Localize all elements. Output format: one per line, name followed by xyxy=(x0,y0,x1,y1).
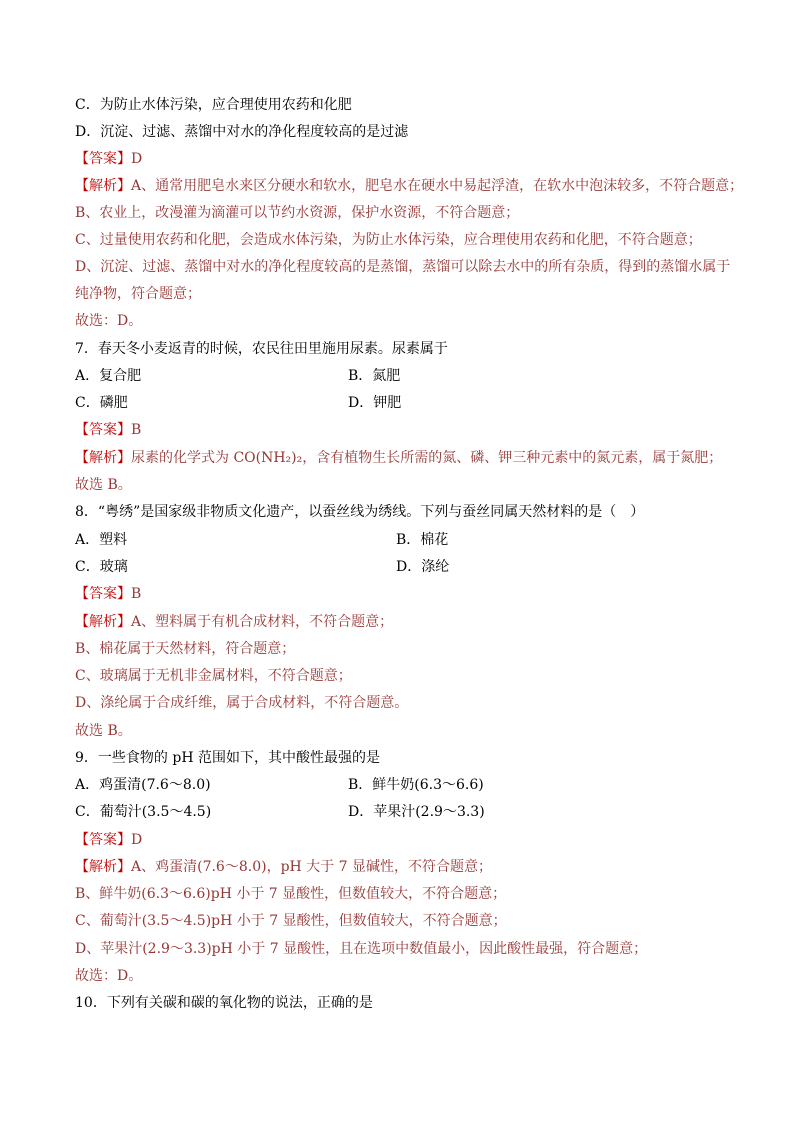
q8-analysis-line-4: D、涤纶属于合成纤维，属于合成材料，不符合题意。 xyxy=(75,695,409,711)
answer-value: B xyxy=(131,422,142,438)
q10-stem: 10．下列有关碳和碳的氧化物的说法，正确的是 xyxy=(75,995,373,1011)
q8-option-d: D．涤纶 xyxy=(396,559,450,575)
q9-option-d: D．苹果汁(2.9～3.3) xyxy=(348,804,485,820)
q6-analysis-line-4: D、沉淀、过滤、蒸馏中对水的净化程度较高的是蒸馏，蒸馏可以除去水中的所有杂质，得到的蒸馏水属于 xyxy=(75,259,731,275)
q6-analysis-line-1: 【解析】A、通常用肥皂水来区分硬水和软水，肥皂水在硬水中易起浮渣，在软水中泡沫较多，不符合题意； xyxy=(75,178,744,194)
analysis-label: 【解析】 xyxy=(75,859,131,875)
answer-label: 【答案】 xyxy=(75,151,131,167)
q8-option-b: B．棉花 xyxy=(396,532,449,548)
q6-option-c: C．为防止水体污染，应合理使用农药和化肥 xyxy=(75,97,352,113)
q7-options-row-1 xyxy=(75,366,401,386)
analysis-label: 【解析】 xyxy=(75,614,131,630)
q9-option-b: B．鲜牛奶(6.3～6.6) xyxy=(348,777,484,793)
q8-analysis-line-3: C、玻璃属于无机非金属材料，不符合题意； xyxy=(75,668,352,684)
q8-options-row-2 xyxy=(75,557,450,577)
q9-analysis-line-3: C、葡萄汁(3.5～4.5)pH 小于 7 显酸性，但数值较大，不符合题意； xyxy=(75,913,507,929)
q9-analysis-line-1: 【解析】A、鸡蛋清(7.6～8.0)，pH 大于 7 显碱性，不符合题意； xyxy=(75,859,492,875)
q7-option-b: B．氮肥 xyxy=(348,368,401,384)
q7-analysis: 【解析】尿素的化学式为 CO(NH₂)₂，含有植物生长所需的氮、磷、钾三种元素中的氮元素，属于氮肥； xyxy=(75,450,723,466)
q6-option-d: D．沉淀、过滤、蒸馏中对水的净化程度较高的是过滤 xyxy=(75,124,409,140)
answer-label: 【答案】 xyxy=(75,586,131,602)
answer-value: D xyxy=(131,151,143,167)
answer-value: B xyxy=(131,586,142,602)
q9-options-row-1 xyxy=(75,775,484,795)
q7-option-a: A．复合肥 xyxy=(75,368,142,384)
q7-conclusion: 故选 B。 xyxy=(75,477,132,493)
q6-analysis-line-5: 纯净物，符合题意； xyxy=(75,286,201,302)
q9-analysis-line-4: D、苹果汁(2.9～3.3)pH 小于 7 显酸性，且在选项中数值最小，因此酸性最强，符合题意； xyxy=(75,941,648,957)
q9-options-row-2 xyxy=(75,802,485,822)
q8-conclusion: 故选 B。 xyxy=(75,723,132,739)
q7-answer xyxy=(75,420,141,440)
q6-conclusion: 故选：D。 xyxy=(75,313,143,329)
q9-stem: 9．一些食物的 pH 范围如下，其中酸性最强的是 xyxy=(75,750,380,766)
q9-option-a: A．鸡蛋清(7.6～8.0) xyxy=(75,777,211,793)
q7-option-d: D．钾肥 xyxy=(348,395,402,411)
q8-stem: 8．“粤绣”是国家级非物质文化遗产，以蚕丝线为绣线。下列与蚕丝同属天然材料的是（ ） xyxy=(75,504,645,520)
q6-answer xyxy=(75,149,142,169)
q6-analysis-line-2: B、农业上，改漫灌为滴灌可以节约水资源，保护水资源，不符合题意； xyxy=(75,205,520,221)
analysis-label: 【解析】 xyxy=(75,450,131,466)
q7-stem: 7．春天冬小麦返青的时候，农民往田里施用尿素。尿素属于 xyxy=(75,341,448,357)
q7-options-row-2 xyxy=(75,393,402,413)
q9-option-c: C．葡萄汁(3.5～4.5) xyxy=(75,804,212,820)
q8-option-c: C．玻璃 xyxy=(75,559,128,575)
q6-analysis-line-3: C、过量使用农药和化肥，会造成水体污染，为防止水体污染，应合理使用农药和化肥，不符合题意； xyxy=(75,232,702,248)
answer-label: 【答案】 xyxy=(75,422,131,438)
q9-answer xyxy=(75,830,142,850)
q7-option-c: C．磷肥 xyxy=(75,395,128,411)
q8-analysis-line-1: 【解析】A、塑料属于有机合成材料，不符合题意； xyxy=(75,614,394,630)
analysis-label: 【解析】 xyxy=(75,178,131,194)
answer-value: D xyxy=(131,832,143,848)
q8-analysis-line-2: B、棉花属于天然材料，符合题意； xyxy=(75,641,296,657)
q9-analysis-line-2: B、鲜牛奶(6.3～6.6)pH 小于 7 显酸性，但数值较大，不符合题意； xyxy=(75,886,507,902)
q9-conclusion: 故选：D。 xyxy=(75,968,143,984)
answer-label: 【答案】 xyxy=(75,832,131,848)
q8-option-a: A．塑料 xyxy=(75,532,128,548)
q8-answer xyxy=(75,584,141,604)
q8-options-row-1 xyxy=(75,530,449,550)
